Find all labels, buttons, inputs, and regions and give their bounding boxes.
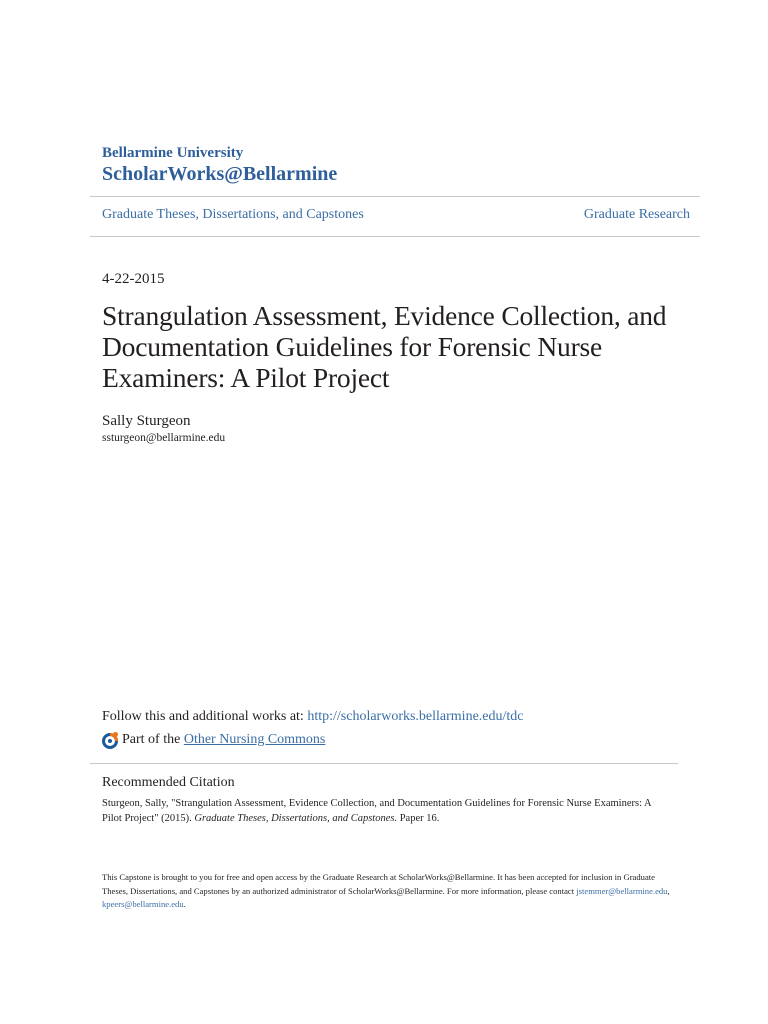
divider-top bbox=[90, 196, 700, 197]
document-title: Strangulation Assessment, Evidence Collection, and Documentation Guidelines for Forensic Nurse Examiners: A Pilot Project bbox=[102, 300, 667, 393]
author-name: Sally Sturgeon bbox=[102, 413, 191, 429]
part-of-prefix: Part of the bbox=[122, 732, 181, 747]
statement-end: . bbox=[183, 899, 186, 909]
bepress-commons-icon bbox=[102, 731, 120, 749]
citation-series: Graduate Theses, Dissertations, and Capstones. bbox=[194, 812, 398, 824]
part-of-line bbox=[102, 731, 325, 749]
citation-heading: Recommended Citation bbox=[102, 775, 235, 790]
collection-link[interactable]: Graduate Theses, Dissertations, and Capstones bbox=[102, 207, 364, 222]
repository-header bbox=[102, 144, 337, 186]
contact-email-1[interactable]: jstemmer@bellarmine.edu bbox=[576, 885, 668, 896]
citation-paper: Paper 16. bbox=[399, 812, 440, 824]
divider-citation bbox=[90, 763, 678, 764]
contact-email-2[interactable]: kpeers@bellarmine.edu bbox=[102, 899, 184, 909]
divider-bottom bbox=[90, 236, 700, 237]
contact-separator: , bbox=[667, 885, 670, 896]
commons-link[interactable]: Other Nursing Commons bbox=[183, 732, 326, 747]
repository-name-link[interactable]: ScholarWorks@Bellarmine bbox=[102, 163, 338, 185]
access-statement-text: This Capstone is brought to you for free and open access by the Graduate Research at ScholarWorks@Bellarmine. It has been accepted for inclusion in Graduate Theses, Dissertations, and Capstones by an authorized administrator of ScholarWorks@Bellarmine. For more information, please contact bbox=[102, 872, 655, 896]
citation-main: Sturgeon, Sally, "Strangulation Assessment, Evidence Collection, and Documentation Guidelines for Forensic Nurse Examiners: A Pilot Project" (2015). bbox=[102, 798, 652, 824]
author-email: ssturgeon@bellarmine.edu bbox=[102, 432, 226, 444]
publication-date: 4-22-2015 bbox=[102, 271, 165, 287]
parent-collection-link[interactable]: Graduate Research bbox=[583, 207, 690, 222]
follow-line bbox=[102, 708, 524, 726]
collection-url-link[interactable]: http://scholarworks.bellarmine.edu/tdc bbox=[307, 709, 524, 724]
institution-name: Bellarmine University bbox=[102, 145, 244, 161]
access-statement bbox=[102, 871, 682, 912]
follow-prefix: Follow this and additional works at: bbox=[102, 709, 304, 724]
citation-text bbox=[102, 797, 662, 826]
